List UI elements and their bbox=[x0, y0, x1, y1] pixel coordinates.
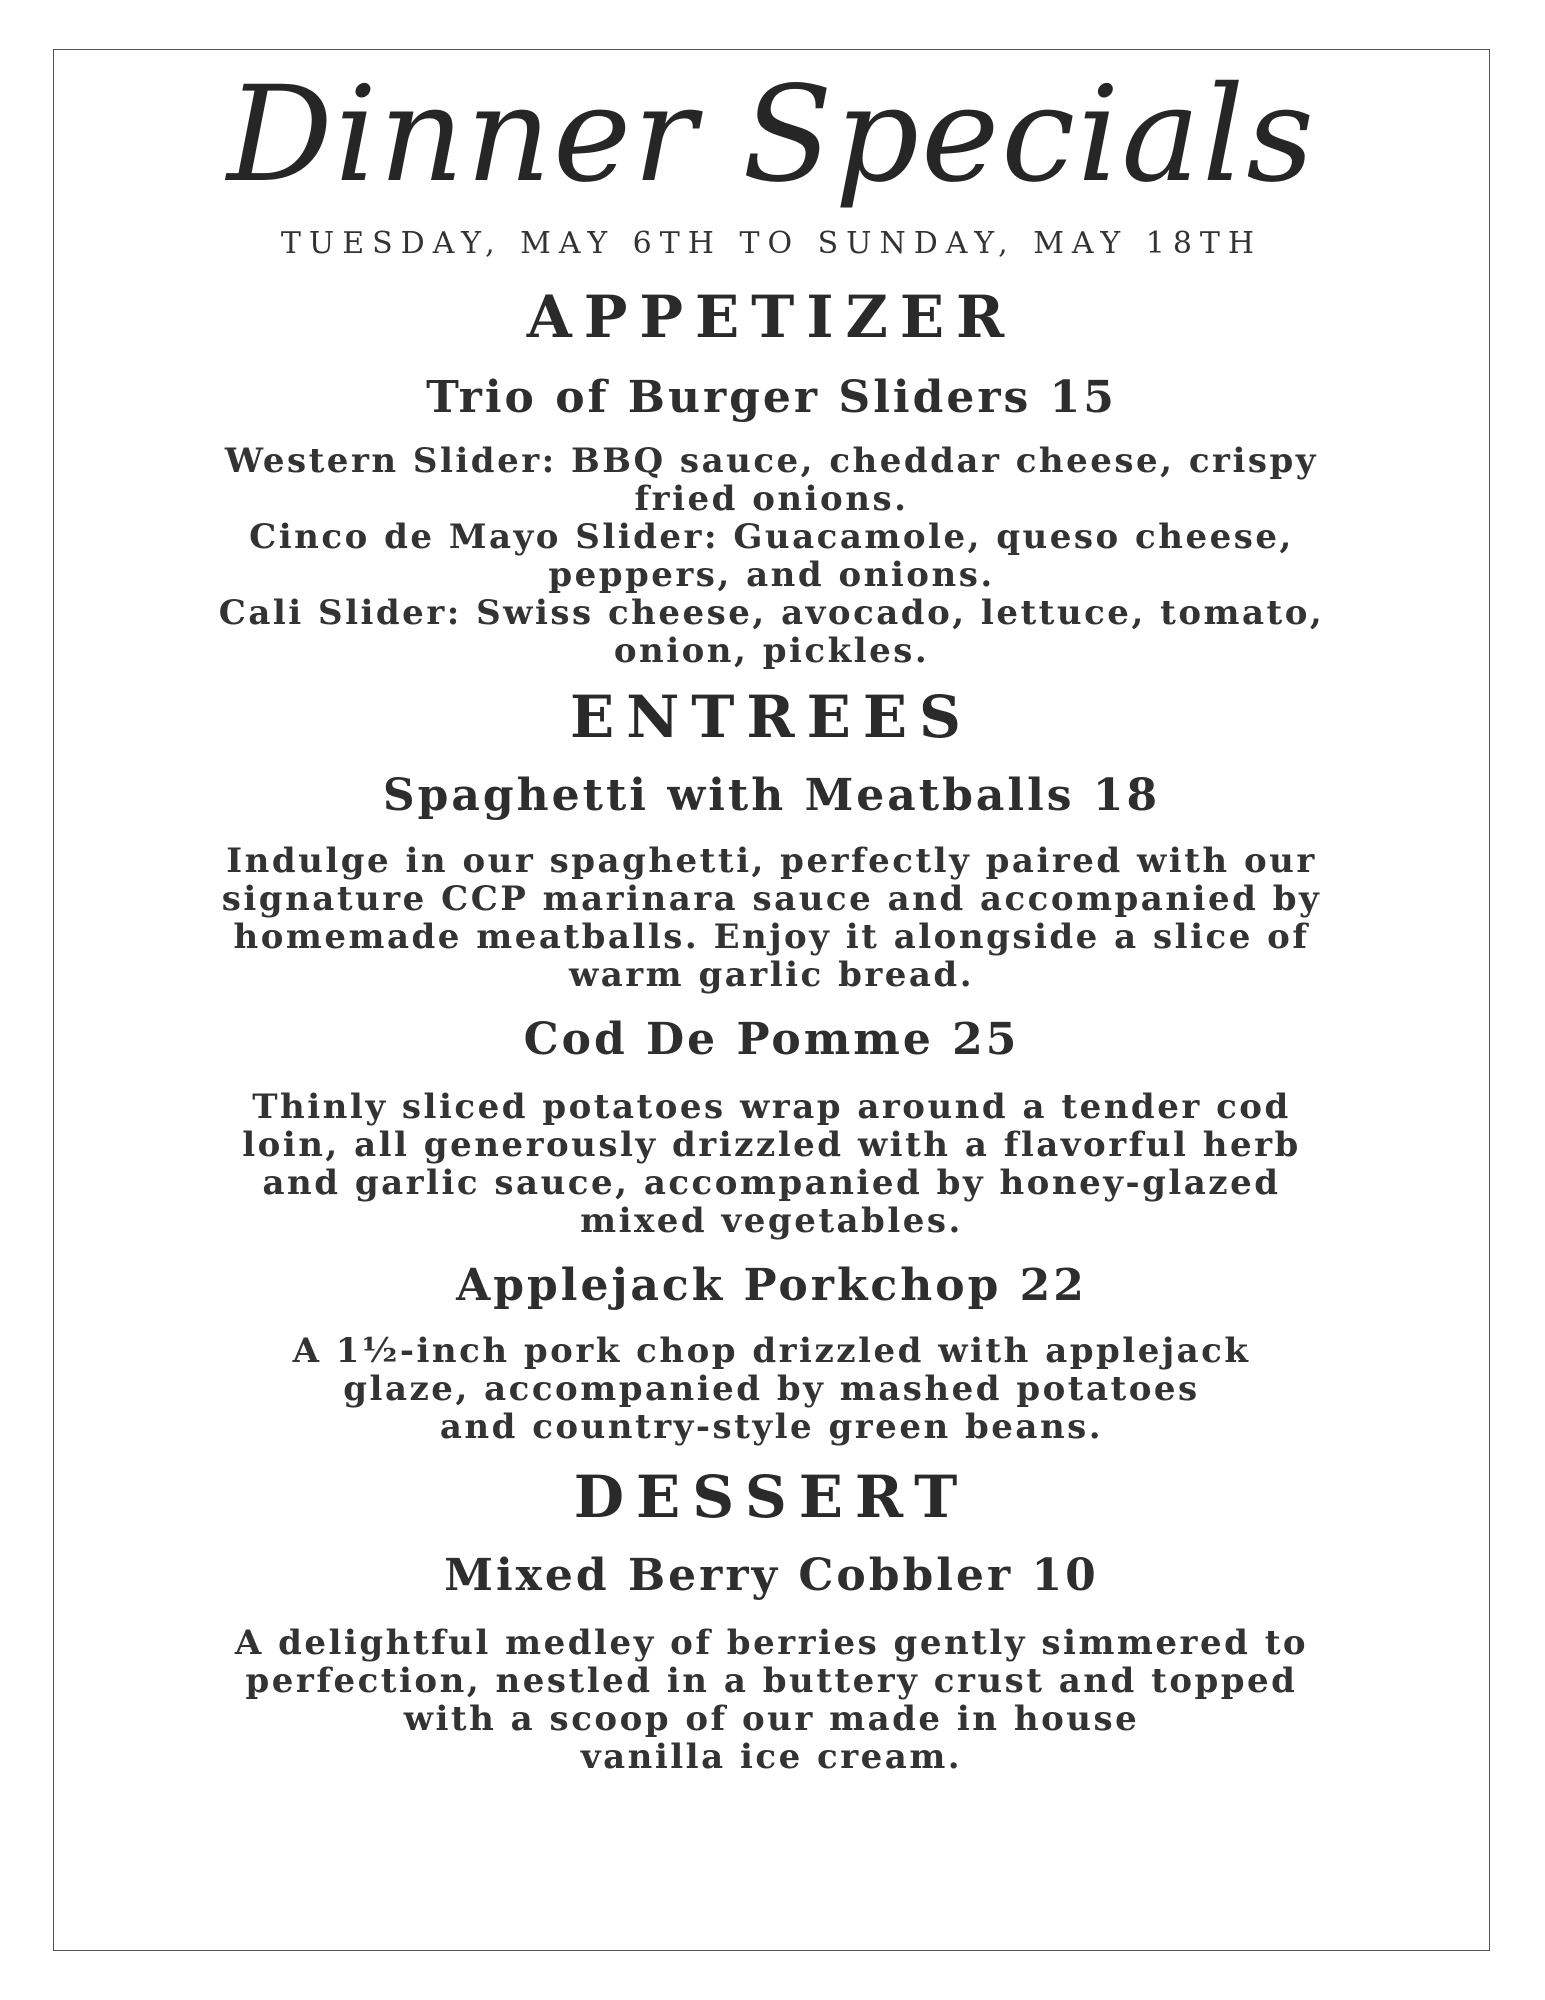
item-description-mixed-berry-cobbler bbox=[53, 1624, 1490, 1776]
description-line: A delightful medley of berries gently simmered to bbox=[234, 1623, 1309, 1663]
description-line: Western Slider: BBQ sauce, cheddar cheese, crispy bbox=[224, 441, 1319, 481]
section-heading-appetizer: APPETIZER bbox=[526, 283, 1017, 351]
menu-title: Dinner Specials bbox=[226, 58, 1317, 212]
description-line: perfection, nestled in a buttery crust and topped bbox=[245, 1661, 1298, 1701]
description-line: homemade meatballs. Enjoy it alongside a slice of bbox=[233, 917, 1310, 957]
description-line: and country-style green beans. bbox=[439, 1407, 1104, 1447]
description-line: with a scoop of our made in house bbox=[403, 1699, 1140, 1739]
description-line: Indulge in our spaghetti, perfectly paired with our bbox=[226, 841, 1317, 881]
description-line: mixed vegetables. bbox=[580, 1201, 963, 1241]
item-title-applejack-porkchop: Applejack Porkchop 22 bbox=[456, 1260, 1087, 1311]
description-line: signature CCP marinara sauce and accompanied by bbox=[221, 879, 1322, 919]
section-heading-dessert: DESSERT bbox=[573, 1463, 970, 1531]
description-line: glaze, accompanied by mashed potatoes bbox=[343, 1369, 1200, 1409]
description-line: onion, pickles. bbox=[613, 631, 930, 671]
description-line: Cali Slider: Swiss cheese, avocado, lettuce, tomato, bbox=[218, 593, 1325, 633]
item-description-applejack-porkchop bbox=[53, 1332, 1490, 1446]
item-description-cod-de-pomme bbox=[53, 1088, 1490, 1240]
description-line: vanilla ice cream. bbox=[580, 1737, 963, 1777]
section-heading-entrees: ENTREES bbox=[570, 683, 973, 751]
item-title-mixed-berry-cobbler: Mixed Berry Cobbler 10 bbox=[444, 1550, 1099, 1601]
date-range: TUESDAY, MAY 6TH TO SUNDAY, MAY 18TH bbox=[280, 226, 1263, 261]
description-line: warm garlic bread. bbox=[568, 955, 975, 995]
description-line: A 1½-inch pork chop drizzled with applejack bbox=[292, 1331, 1251, 1371]
description-line: fried onions. bbox=[634, 479, 909, 519]
description-line: peppers, and onions. bbox=[548, 555, 995, 595]
description-line: Cinco de Mayo Slider: Guacamole, queso cheese, bbox=[249, 517, 1294, 557]
item-description-trio-of-burger-sliders bbox=[53, 442, 1490, 670]
description-line: loin, all generously drizzled with a flavorful herb bbox=[242, 1125, 1301, 1165]
item-title-trio-of-burger-sliders: Trio of Burger Sliders 15 bbox=[426, 372, 1117, 423]
menu-content bbox=[53, 60, 1490, 1776]
item-description-spaghetti-with-meatballs bbox=[53, 842, 1490, 994]
description-line: and garlic sauce, accompanied by honey-glazed bbox=[262, 1163, 1281, 1203]
item-title-cod-de-pomme: Cod De Pomme 25 bbox=[523, 1014, 1020, 1065]
description-line: Thinly sliced potatoes wrap around a tender cod bbox=[252, 1087, 1291, 1127]
item-title-spaghetti-with-meatballs: Spaghetti with Meatballs 18 bbox=[382, 770, 1161, 821]
